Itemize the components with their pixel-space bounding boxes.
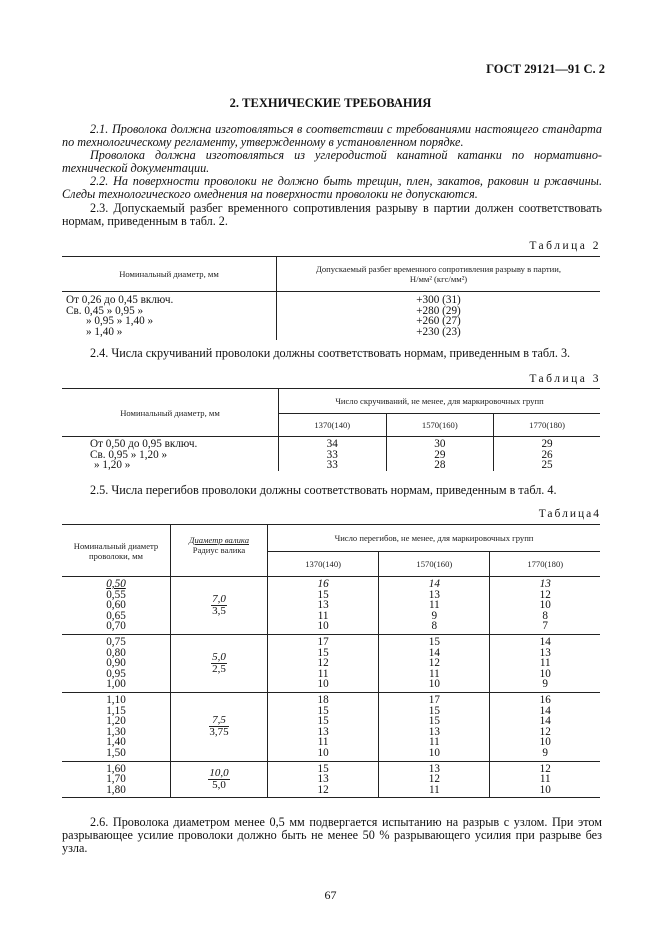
table4-count: 10 [428, 678, 440, 691]
table4-roll-cell [171, 634, 268, 692]
para-2-1-b [62, 149, 602, 175]
table4-count: 7 [542, 620, 549, 633]
table4-count: 17 [428, 693, 440, 706]
table4-count: 11 [428, 736, 440, 749]
table4-count: 17 [317, 635, 329, 648]
table4-count: 13 [428, 725, 440, 738]
table4-diameter: 1,60 [106, 762, 126, 775]
table3-cell: 30 [386, 437, 494, 450]
table4-count: 15 [317, 588, 329, 601]
table2-row: » 1,40 » [86, 325, 123, 338]
table4-count: 10 [317, 746, 329, 759]
table2-header-spread [277, 257, 601, 292]
table4-diameter: 1,20 [106, 715, 126, 728]
table4-count: 15 [428, 715, 440, 728]
page-header: ГОСТ 29121—91 С. 2 [486, 62, 605, 76]
para-2-3-text: 2.3. Допускаемый разбег временного сопротивления разрыву в партии должен соответствовать нормам, приведенным в табл. 2. [62, 201, 602, 228]
para-2-4 [62, 347, 602, 360]
table-4 [62, 524, 600, 798]
table4-count: 12 [539, 588, 551, 601]
table3-cell: 26 [494, 450, 600, 461]
table2-cell: +260 (27) [277, 316, 601, 327]
table4-header-roll-radius: Радиус валика [192, 545, 246, 555]
table4-roll-cell [171, 577, 268, 635]
table4-count-cell [490, 761, 600, 798]
table4-count: 13 [428, 762, 440, 775]
table4-count-cell [268, 761, 379, 798]
table4-roll-diameter: 10,0 [209, 766, 229, 779]
table4-diameter-cell [62, 634, 171, 692]
table4-diameter-cell [62, 761, 171, 798]
table4-count: 12 [428, 657, 440, 670]
table4-count: 8 [431, 620, 438, 633]
table4-count-cell [379, 692, 490, 761]
para-2-1-b-text: Проволока должна изготовляться из углеродистой канатной катанки по нормативно-технической документации. [62, 148, 602, 175]
table4-count: 16 [317, 578, 329, 590]
table4-caption: Таблица4 [538, 508, 601, 520]
table4-diameter: 1,15 [106, 704, 126, 717]
table-3 [62, 388, 600, 471]
table4-count: 13 [428, 588, 440, 601]
table4-count: 15 [317, 646, 329, 659]
table4-count: 15 [317, 762, 329, 775]
table3-row: » 1,20 » [94, 459, 131, 472]
table4-count: 14 [539, 704, 551, 717]
table4-group-1370: 1370(140) [268, 552, 379, 577]
table3-cell: 28 [386, 460, 494, 471]
table3-group-1370: 1370(140) [279, 414, 387, 437]
table4-diameter-cell [62, 577, 171, 635]
table4-count: 12 [539, 725, 551, 738]
table4-count: 13 [317, 773, 329, 786]
table2-caption: Таблица 2 [529, 240, 601, 252]
table4-count: 12 [428, 773, 440, 786]
table4-count: 8 [542, 609, 549, 622]
table3-row: Св. 0,95 » 1,20 » [90, 448, 168, 461]
para-2-6-text: 2.6. Проволока диаметром менее 0,5 мм подвергается испытанию на разрыв с узлом. При этом разрывающее усилие проволоки должно быть не менее 50 % разрывающего усилия при разрыве без узла. [62, 815, 602, 855]
table3-cell: 29 [386, 450, 494, 461]
table3-cell: 33 [279, 460, 387, 471]
para-2-4-text: 2.4. Числа скручиваний проволоки должны соответствовать нормам, приведенным в табл. 3. [90, 346, 571, 360]
table4-count: 10 [317, 620, 329, 633]
table3-group-1570: 1570(160) [386, 414, 494, 437]
table3-cell: 29 [494, 437, 600, 450]
table4-count: 10 [539, 667, 551, 680]
table4-diameter: 0,80 [106, 646, 126, 659]
table4-count: 9 [542, 746, 549, 759]
table4-diameter: 0,90 [106, 657, 126, 670]
table4-diameter: 0,60 [106, 599, 126, 612]
table4-diameter-cell [62, 692, 171, 761]
table4-diameter: 1,50 [106, 746, 126, 759]
table4-count: 13 [539, 646, 551, 659]
para-2-6 [62, 816, 602, 855]
table4-count: 11 [539, 657, 551, 670]
table4-roll-radius: 5,0 [212, 778, 226, 791]
table4-count: 15 [317, 715, 329, 728]
para-2-1-text: 2.1. Проволока должна изготовляться в соответствии с требованиями настоящего стандарта по технологическому регламенту, утвержденному в установленном порядке. [62, 122, 602, 149]
table2-cell: +280 (29) [277, 306, 601, 317]
table4-count: 14 [428, 578, 440, 590]
table4-diameter: 0,75 [106, 635, 126, 648]
table4-diameter: 1,00 [106, 678, 126, 691]
table4-count: 15 [428, 635, 440, 648]
table2-header-spread-2: Н/мм² (кгс/мм²) [409, 274, 468, 284]
table2-header-diameter: Номинальный диаметр, мм [119, 269, 219, 279]
table4-count: 16 [539, 693, 551, 706]
table4-count: 10 [539, 783, 551, 796]
table4-diameter: 1,40 [106, 736, 126, 749]
table4-diameter: 1,70 [106, 773, 126, 786]
table4-count: 14 [428, 646, 440, 659]
table4-roll-cell [171, 761, 268, 798]
table4-diameter: 1,80 [106, 783, 126, 796]
table4-roll-diameter: 7,5 [209, 715, 228, 727]
table4-roll-fraction [211, 652, 227, 675]
table4-count: 10 [317, 678, 329, 691]
table4-group-1570: 1570(160) [379, 552, 490, 577]
table3-caption: Таблица 3 [529, 373, 601, 385]
table4-count-cell [379, 634, 490, 692]
table4-count: 11 [428, 667, 440, 680]
table4-header-diameter: Номинальный диаметр проволоки, мм [62, 525, 171, 577]
table4-count-cell [379, 761, 490, 798]
para-2-2 [62, 175, 602, 201]
table4-count-cell [490, 634, 600, 692]
para-2-5-text: 2.5. Числа перегибов проволоки должны соответствовать нормам, приведенным в табл. 4. [90, 483, 557, 497]
table4-roll-radius: 2,5 [212, 662, 226, 675]
table4-header-roll-diameter: Диаметр валика [188, 535, 249, 545]
table4-roll-cell [171, 692, 268, 761]
table4-count: 12 [539, 762, 551, 775]
table4-count: 11 [428, 783, 440, 796]
table4-count: 11 [428, 599, 440, 612]
table2-header-spread-1: Допускаемый разбег временного сопротивления разрыву в партии, [315, 264, 561, 274]
section-title: 2. ТЕХНИЧЕСКИЕ ТРЕБОВАНИЯ [229, 96, 432, 110]
table4-diameter: 0,70 [106, 620, 126, 633]
table4-diameter: 0,50 [106, 578, 126, 590]
table4-group-1770: 1770(180) [490, 552, 600, 577]
table4-count: 13 [539, 578, 551, 590]
table4-roll-diameter: 7,0 [212, 592, 226, 605]
table4-diameter: 0,55 [106, 588, 126, 601]
table4-count: 13 [317, 725, 329, 738]
table4-count: 18 [317, 693, 329, 706]
table4-count-cell [379, 577, 490, 635]
table4-count: 15 [428, 704, 440, 717]
table4-roll-radius: 3,75 [209, 726, 229, 739]
table4-diameter: 0,95 [106, 667, 126, 680]
table3-group-1770: 1770(180) [494, 414, 600, 437]
table4-diameter: 1,10 [106, 693, 126, 706]
table4-count: 9 [431, 609, 438, 622]
table2-row: От 0,26 до 0,45 включ. [66, 294, 174, 306]
table4-count: 13 [317, 599, 329, 612]
table3-cell: 25 [494, 460, 600, 471]
table4-roll-diameter: 5,0 [212, 650, 226, 663]
table4-count-cell [268, 577, 379, 635]
table4-count-cell [490, 692, 600, 761]
table4-count: 14 [539, 715, 551, 728]
table4-count: 11 [317, 609, 329, 622]
table3-header-group: Число скручиваний, не менее, для маркировочных групп [279, 389, 601, 414]
para-2-2-text: 2.2. На поверхности проволоки не должно быть трещин, плен, закатов, раковин и ржавчины. Следы технологического омеднения на поверхности проволоки не допускаются. [62, 174, 602, 201]
table4-count: 11 [317, 667, 329, 680]
table4-count: 11 [539, 773, 551, 786]
table4-count-cell [490, 577, 600, 635]
table4-diameter: 1,30 [106, 725, 126, 738]
table2-row: » 0,95 » 1,40 » [86, 315, 154, 328]
table-2 [62, 256, 600, 340]
table3-row: От 0,50 до 0,95 включ. [90, 438, 198, 450]
table4-count: 10 [539, 736, 551, 749]
table4-count: 12 [317, 657, 329, 670]
table4-roll-radius: 3,5 [212, 604, 226, 617]
table2-cell: +300 (31) [277, 292, 601, 306]
table4-count: 15 [317, 704, 329, 717]
table4-roll-fraction [209, 715, 228, 738]
para-2-1 [62, 123, 602, 149]
table4-header-roll [171, 525, 268, 577]
table3-cell: 34 [279, 437, 387, 450]
table3-header-diameter: Номинальный диаметр, мм [62, 389, 279, 437]
table4-count: 10 [428, 746, 440, 759]
table4-count: 11 [317, 736, 329, 749]
table4-header-group: Число перегибов, не менее, для маркировочных групп [268, 525, 601, 552]
table4-roll-fraction [211, 594, 227, 617]
table4-count: 12 [317, 783, 329, 796]
table4-count-cell [268, 634, 379, 692]
table4-roll-fraction [208, 768, 229, 791]
table3-cell: 33 [279, 450, 387, 461]
para-2-5 [62, 484, 602, 497]
page-number: 67 [324, 888, 337, 902]
table4-count-cell [268, 692, 379, 761]
table4-diameter: 0,65 [106, 609, 126, 622]
table2-row: Св. 0,45 » 0,95 » [66, 304, 144, 317]
table4-count: 9 [542, 678, 549, 691]
para-2-3 [62, 202, 602, 228]
table2-cell: +230 (23) [277, 327, 601, 341]
table4-count: 10 [539, 599, 551, 612]
table4-count: 14 [539, 635, 551, 648]
